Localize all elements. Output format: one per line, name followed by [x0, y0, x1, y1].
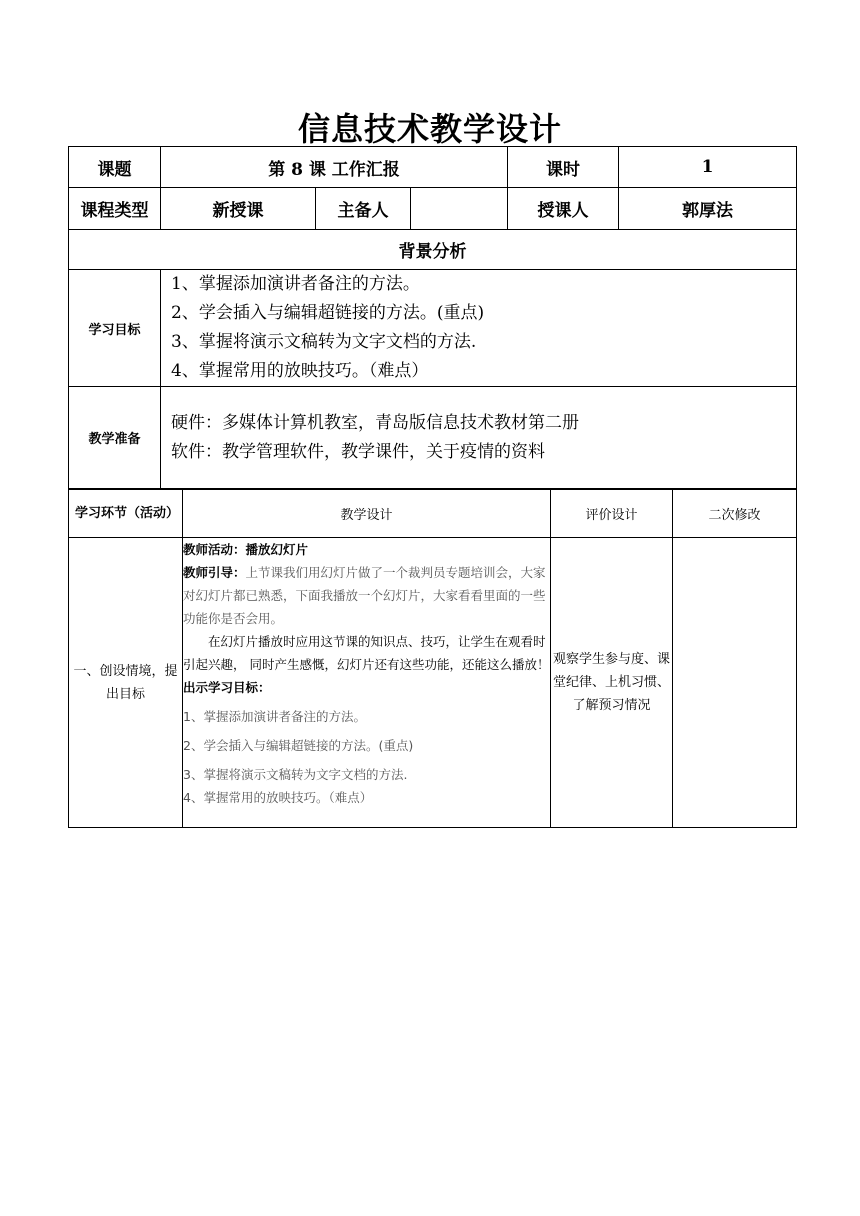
design-table	[68, 489, 797, 828]
topic-label: 课题	[69, 147, 161, 188]
course-type-label: 课程类型	[69, 188, 161, 230]
goal-item: 2、学会插入与编辑超链接的方法。(重点)	[171, 303, 485, 323]
header-evaluation: 评价设计	[551, 490, 673, 538]
evaluation-cell: 观察学生参与度、课堂纪律、上机习惯、了解预习情况	[551, 538, 673, 828]
prep-software: 软件：教学管理软件，教学课件，关于疫情的资料	[171, 441, 545, 462]
info-table	[68, 146, 797, 489]
prep-content	[161, 387, 797, 489]
design-goal-item: 2、学会插入与编辑超链接的方法。(重点)	[183, 738, 414, 753]
prep-label: 教学准备	[69, 387, 161, 489]
design-goal-item: 3、掌握将演示文稿转为文字文档的方法.	[183, 767, 408, 782]
teacher-value: 郭厚法	[619, 188, 797, 230]
hours-value: 1	[619, 147, 797, 188]
goal-item: 3、掌握将演示文稿转为文字文档的方法.	[171, 332, 477, 352]
goal-item: 4、掌握常用的放映技巧。（难点）	[171, 361, 429, 381]
goal-item: 1、掌握添加演讲者备注的方法。	[171, 274, 420, 294]
design-goal-item: 4、掌握常用的放映技巧。（难点）	[183, 790, 373, 805]
hours-label: 课时	[508, 147, 619, 188]
guide-label: 教师引导：	[183, 565, 246, 580]
stage-cell: 一、创设情境，提出目标	[69, 538, 183, 828]
topic-value: 第 8 课 工作汇报	[161, 147, 508, 188]
background-heading: 背景分析	[69, 230, 797, 270]
preparer-value	[411, 188, 508, 230]
header-stage: 学习环节（活动）	[69, 490, 183, 538]
goals-label: 学习目标	[69, 270, 161, 387]
goals-heading: 出示学习目标：	[183, 680, 271, 695]
prep-hardware: 硬件：多媒体计算机教室，青岛版信息技术教材第二册	[171, 412, 579, 433]
document-title: 信息技术教学设计	[297, 110, 562, 148]
course-type-value: 新授课	[161, 188, 316, 230]
goals-list	[161, 270, 797, 387]
design-paragraph: 在幻灯片播放时应用这节课的知识点、技巧，让学生在观看时引起兴趣， 同时产生感慨，幻灯片还有这些功能，还能这么播放！	[183, 634, 550, 672]
design-goal-item: 1、掌握添加演讲者备注的方法。	[183, 709, 366, 724]
guide-text: 上节课我们用幻灯片做了一个裁判员专题培训会，大家对幻灯片都已熟悉，下面我播放一个幻灯片，大家看看里面的一些功能你是否会用。	[183, 565, 546, 626]
preparer-label: 主备人	[316, 188, 411, 230]
activity-label: 教师活动：播放幻灯片	[183, 542, 309, 557]
design-cell	[183, 538, 551, 828]
teacher-label: 授课人	[508, 188, 619, 230]
revision-cell	[673, 538, 797, 828]
header-design: 教学设计	[183, 490, 551, 538]
header-revision: 二次修改	[673, 490, 797, 538]
